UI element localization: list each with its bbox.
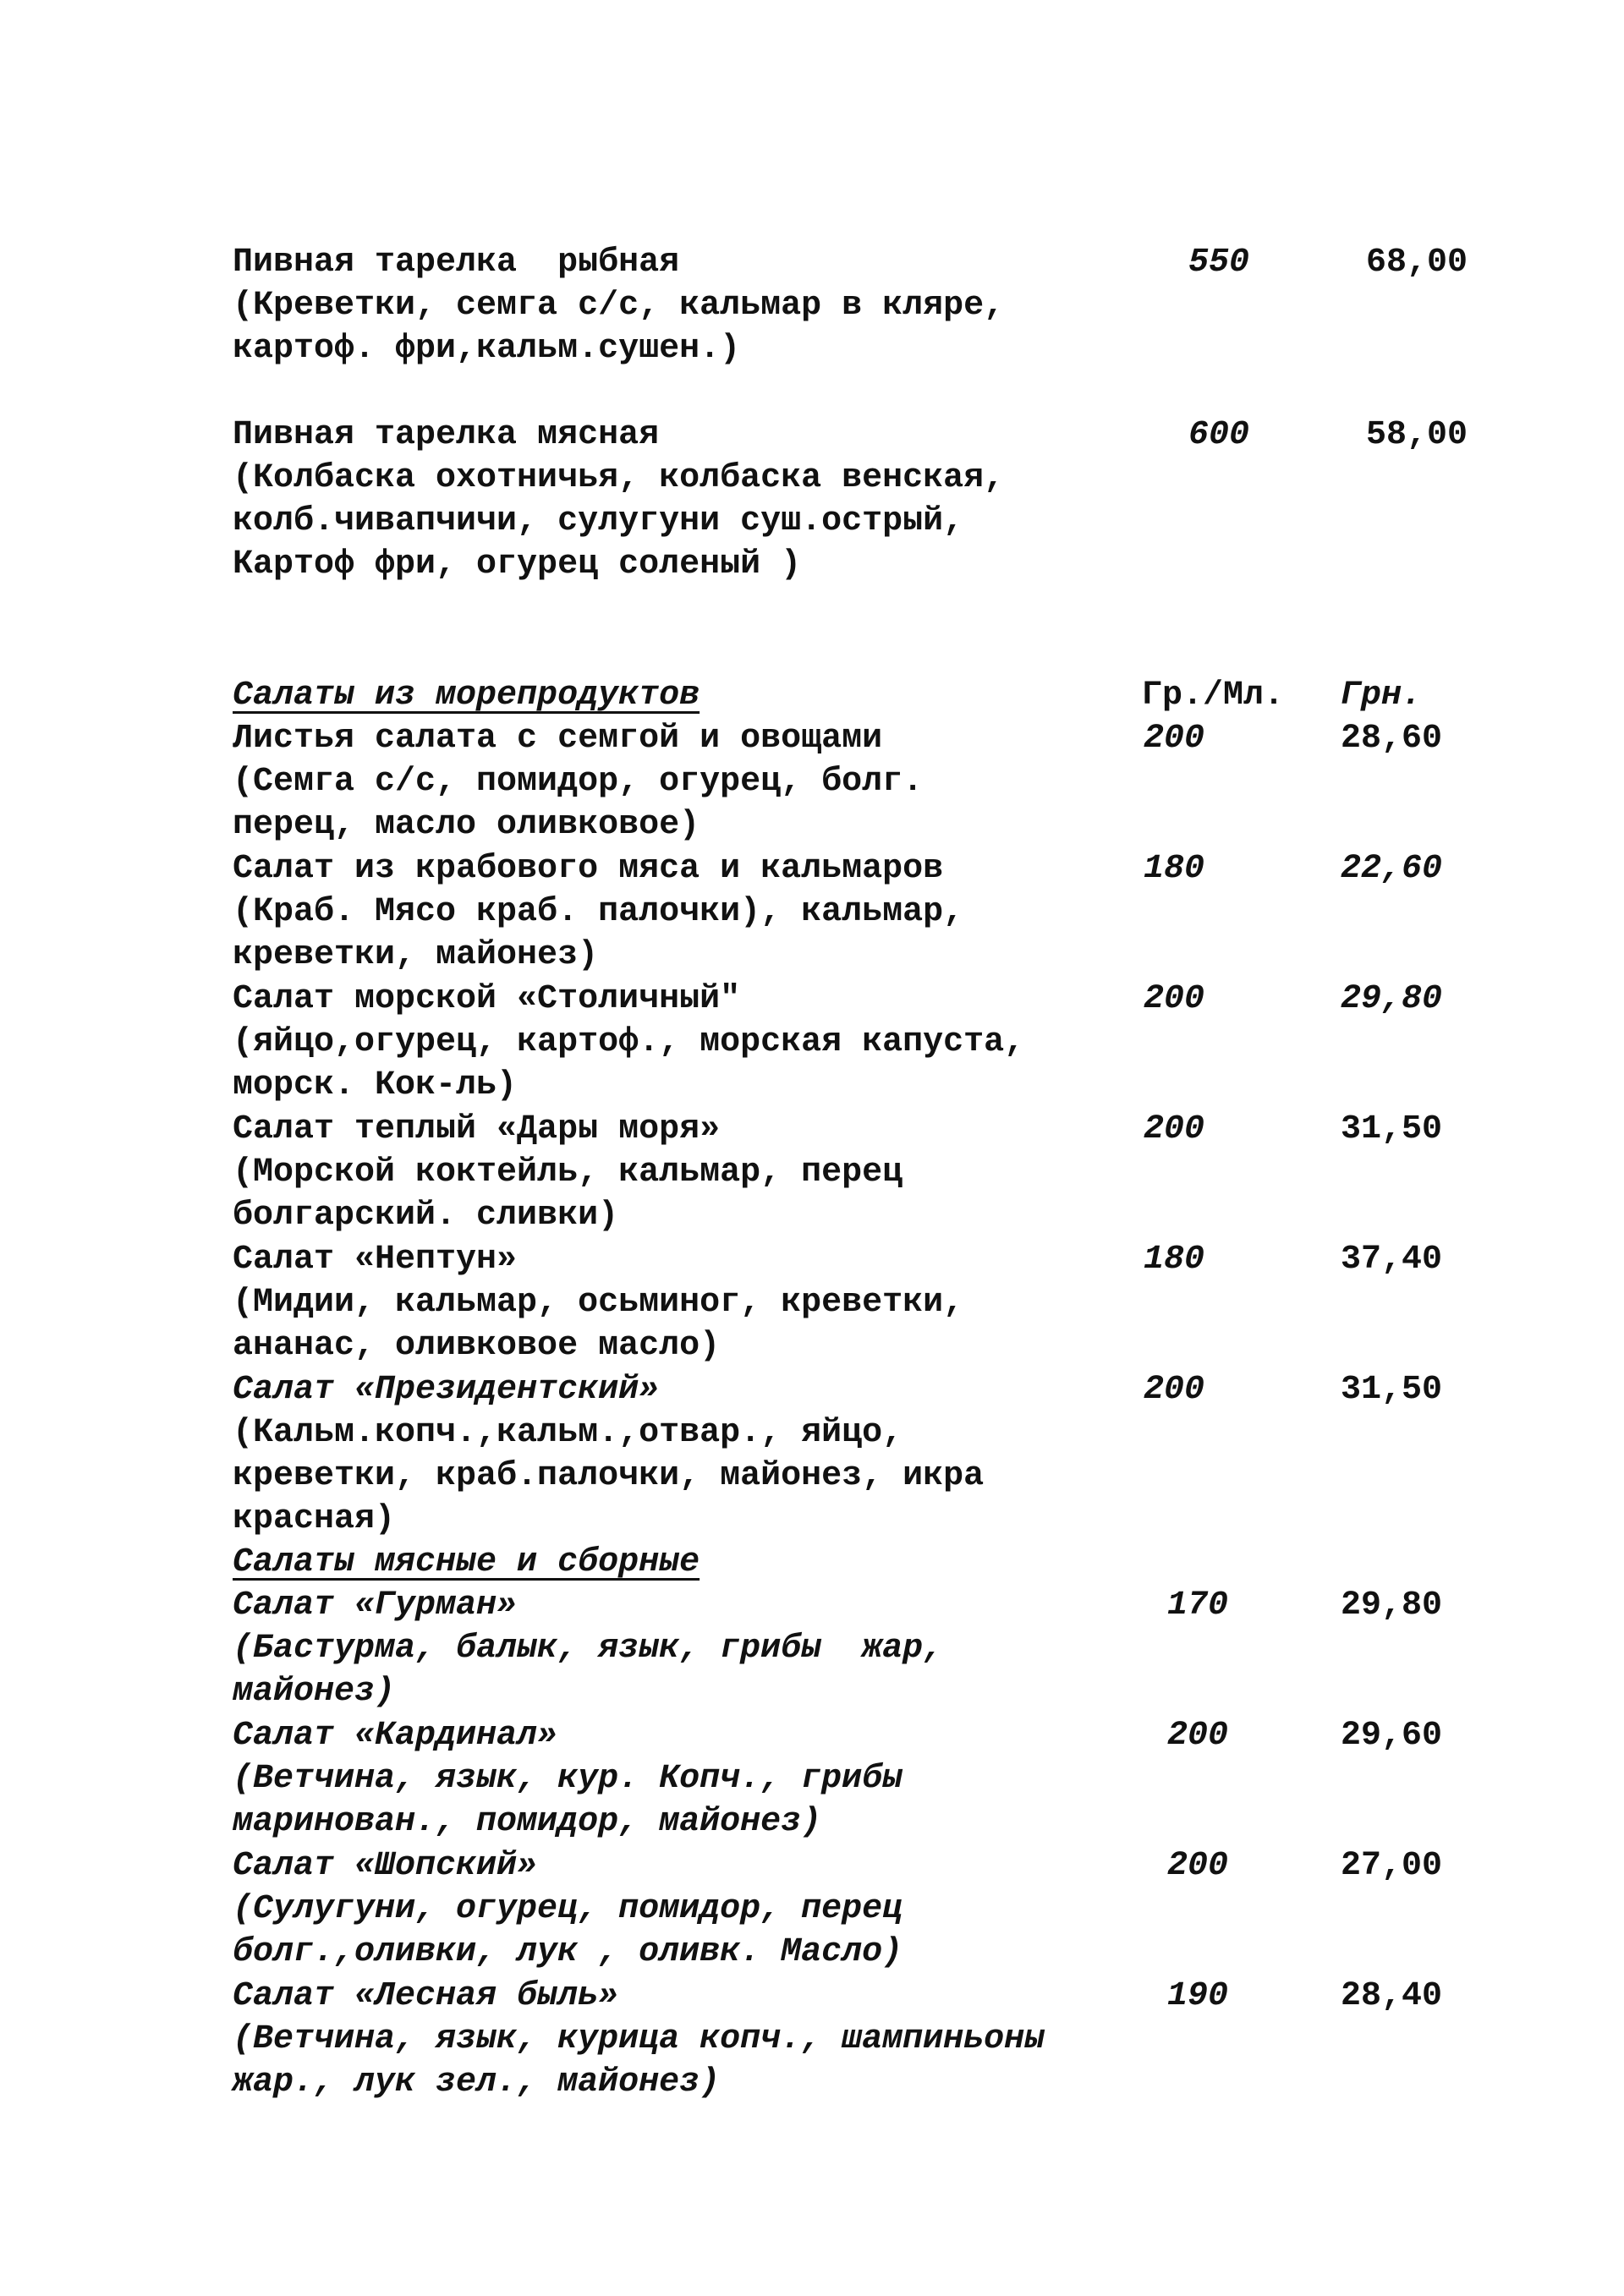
item-weight: 190 (1167, 1977, 1229, 2015)
item-description-line: болгарский. сливки) (233, 1197, 619, 1235)
item-description-line: болг.,оливки, лук , оливк. Масло) (233, 1933, 903, 1971)
item-price: 28,60 (1341, 720, 1443, 758)
item-description-line: (Морской коктейль, кальмар, перец (233, 1153, 903, 1192)
item-name: Пивная тарелка рыбная (233, 244, 680, 282)
item-description-line: колб.чивапчичи, сулугуни суш.острый, (233, 502, 964, 540)
item-description-line: (Колбаска охотничья, колбаска венская, (233, 459, 1005, 497)
item-weight: 200 (1167, 1847, 1229, 1885)
item-price: 27,00 (1341, 1847, 1443, 1885)
column-header-weight: Гр./Мл. (1142, 677, 1285, 715)
item-weight: 550 (1188, 244, 1250, 282)
column-header-price: Грн. (1341, 677, 1423, 715)
item-name: Пивная тарелка мясная (233, 416, 660, 454)
item-name: Салат «Президентский» (233, 1371, 660, 1409)
item-name: Листья салата с семгой и овощами (233, 720, 883, 758)
item-description-line: (Мидии, кальмар, осьминог, креветки, (233, 1284, 964, 1322)
item-description-line: красная) (233, 1500, 396, 1538)
item-description-line: (Сулугуни, огурец, помидор, перец (233, 1890, 903, 1928)
item-price: 29,60 (1341, 1717, 1443, 1755)
item-name: Салат «Лесная быль» (233, 1977, 619, 2015)
item-weight: 170 (1167, 1586, 1229, 1625)
item-description-line: ананас, оливковое масло) (233, 1327, 721, 1365)
item-name: Салат «Нептун» (233, 1241, 518, 1279)
item-weight: 200 (1144, 1371, 1205, 1409)
item-weight: 200 (1167, 1717, 1229, 1755)
item-price: 22,60 (1341, 850, 1443, 888)
section-title-meat: Салаты мясные и сборные (233, 1543, 700, 1581)
item-description-line: (яйцо,огурец, картоф., морская капуста, (233, 1023, 1025, 1061)
item-description-line: (Бастурма, балык, язык, грибы жар, (233, 1630, 944, 1668)
item-name: Салат морской «Столичный" (233, 980, 741, 1018)
item-description-line: креветки, майонез) (233, 936, 599, 974)
item-description-line: перец, масло оливковое) (233, 806, 700, 844)
item-description-line: креветки, краб.палочки, майонез, икра (233, 1457, 985, 1495)
item-weight: 200 (1144, 1110, 1205, 1148)
item-weight: 200 (1144, 980, 1205, 1018)
item-name: Салат из крабового мяса и кальмаров (233, 850, 944, 888)
item-description-line: маринован., помидор, майонез) (233, 1803, 822, 1841)
item-description-line: (Семга с/с, помидор, огурец, болг. (233, 763, 924, 801)
item-description-line: (Краб. Мясо краб. палочки), кальмар, (233, 893, 964, 931)
item-description-line: Картоф фри, огурец соленый ) (233, 545, 802, 584)
item-price: 28,40 (1341, 1977, 1443, 2015)
item-description-line: (Креветки, семга с/с, кальмар в кляре, (233, 287, 1005, 325)
item-price: 37,40 (1341, 1241, 1443, 1279)
item-weight: 200 (1144, 720, 1205, 758)
item-weight: 180 (1144, 1241, 1205, 1279)
item-name: Салат «Кардинал» (233, 1717, 558, 1755)
item-price: 31,50 (1341, 1371, 1443, 1409)
item-description-line: картоф. фри,кальм.сушен.) (233, 330, 741, 368)
item-description-line: майонез) (233, 1673, 396, 1711)
item-description-line: (Ветчина, язык, кур. Копч., грибы (233, 1760, 903, 1798)
item-price: 58,00 (1366, 416, 1468, 454)
item-description-line: (Ветчина, язык, курица копч., шампиньоны (233, 2020, 1045, 2058)
item-name: Салат теплый «Дары моря» (233, 1110, 721, 1148)
item-weight: 180 (1144, 850, 1205, 888)
section-title-seafood: Салаты из морепродуктов (233, 677, 700, 715)
item-price: 31,50 (1341, 1110, 1443, 1148)
item-price: 29,80 (1341, 1586, 1443, 1625)
item-price: 29,80 (1341, 980, 1443, 1018)
item-weight: 600 (1188, 416, 1250, 454)
item-name: Салат «Шопский» (233, 1847, 538, 1885)
item-description-line: жар., лук зел., майонез) (233, 2063, 721, 2101)
item-price: 68,00 (1366, 244, 1468, 282)
item-description-line: (Кальм.копч.,кальм.,отвар., яйцо, (233, 1414, 903, 1452)
item-description-line: морск. Кок-ль) (233, 1066, 518, 1104)
item-name: Салат «Гурман» (233, 1586, 518, 1625)
